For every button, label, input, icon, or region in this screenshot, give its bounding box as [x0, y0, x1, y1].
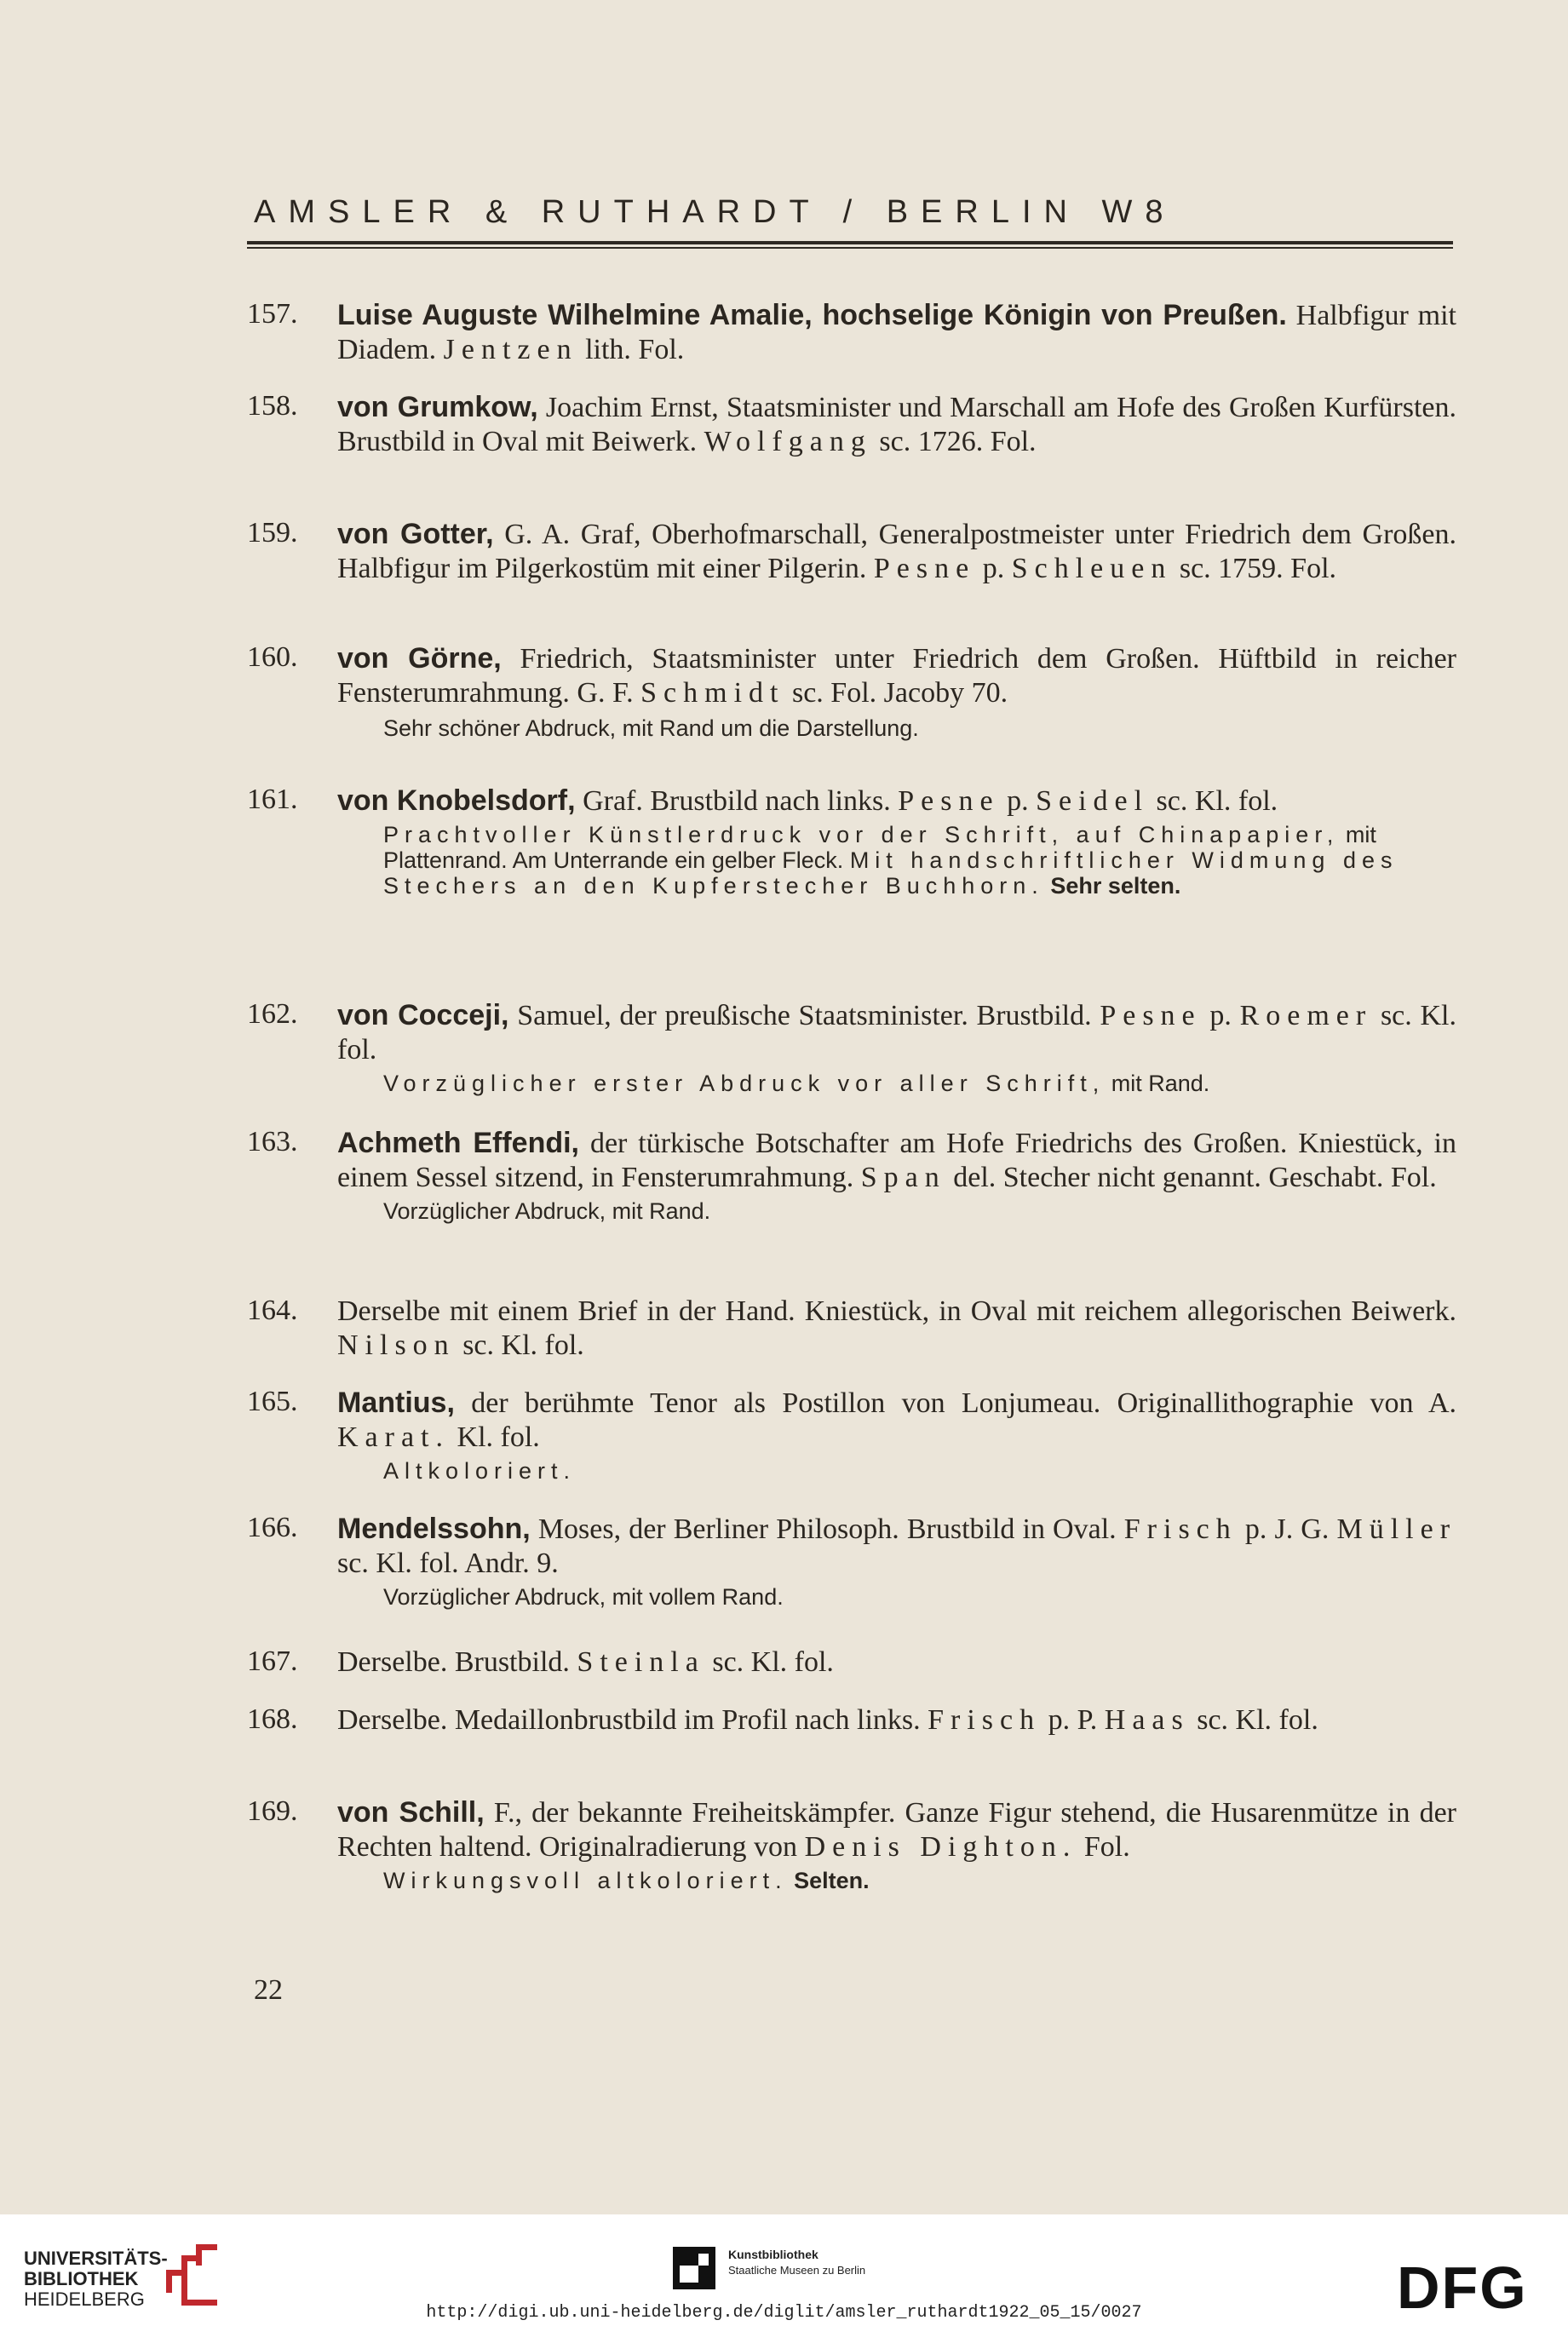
entry-text: Friedrich, Staatsminister unter Friedrich dem Großen. Hüftbild in reicher Fensterumrahmung. G. F. [337, 643, 1457, 709]
entry-text: Samuel, der preußische Staatsminister. Brustbild. [517, 1000, 1092, 1031]
entry-text: del. Stecher nicht genannt. Geschabt. Fol. [953, 1162, 1437, 1193]
catalog-entry [247, 1645, 1456, 1680]
kb-subtitle: Staatliche Museen zu Berlin [728, 2264, 866, 2277]
entry-text: sc. 1759. Fol. [1179, 553, 1337, 584]
entry-text: Joachim Ernst, Staatsminister und Marschall am Hofe des Großen Kurfürsten. Brustbild in Oval mit Beiwerk. [337, 392, 1456, 457]
catalog-entry [247, 1295, 1456, 1363]
entry-text: Derselbe. Brustbild. [337, 1646, 570, 1678]
ub-line: BIBLIOTHEK [24, 2268, 139, 2289]
entry-note [383, 1458, 1456, 1484]
note-text: mit Rand. [1111, 1071, 1210, 1096]
entry-number: 169. [247, 1795, 298, 1827]
dfg-logo[interactable]: DFG [1397, 2254, 1528, 2321]
catalog-entry [247, 1703, 1456, 1737]
entry-text: Graf. Brustbild nach links. [583, 785, 891, 817]
catalog-entry [247, 1795, 1456, 1893]
catalog-entry [247, 784, 1456, 899]
source-url-link[interactable]: http://digi.ub.uni-heidelberg.de/diglit/amsler_ruthardt1922_05_15/0027 [426, 2303, 1142, 2323]
entry-name: Luise Auguste Wilhelmine Amalie, hochselige Königin von Preußen. [337, 299, 1287, 331]
entry-number: 165. [247, 1386, 298, 1417]
entry-text: p. [1007, 785, 1029, 817]
artist-name: Frisch [1123, 1513, 1238, 1545]
artist-name: Karat. [337, 1421, 451, 1453]
catalog-entry [247, 1386, 1456, 1484]
entry-note [383, 1868, 1456, 1893]
header-rule-thin [247, 247, 1453, 249]
kb-title: Kunstbibliothek [728, 2248, 818, 2261]
entry-number: 168. [247, 1703, 298, 1735]
catalog-entry [247, 517, 1456, 586]
entry-name: Mantius, [337, 1387, 455, 1419]
entry-number: 163. [247, 1126, 298, 1157]
artist-name: Denis Dighton. [804, 1831, 1077, 1863]
entry-number: 157. [247, 298, 298, 330]
entry-name: von Görne, [337, 642, 502, 675]
ub-heidelberg-logo-icon[interactable] [158, 2240, 221, 2308]
entry-text: F., der bekannte Freiheitskämpfer. Ganze Figur stehend, die Husarenmütze in der Rechten haltend. Originalradierung von [337, 1797, 1456, 1863]
note-text: Sehr selten. [1050, 873, 1181, 899]
note-text: Selten. [794, 1868, 870, 1893]
page-header: AMSLER & RUTHARDT / BERLIN W8 [254, 194, 1176, 230]
artist-name: Jentzen [443, 334, 578, 365]
note-spaced: Mit handschriftlicher Widmung des Stechers an den Kupferstecher Buchhorn. [383, 847, 1399, 899]
artist-name: Roemer [1239, 1000, 1373, 1031]
entry-note: Sehr schöner Abdruck, mit Rand um die Darstellung. [383, 715, 919, 741]
entry-text: Moses, der Berliner Philosoph. Brustbild in Oval. [537, 1513, 1117, 1545]
entry-name: von Grumkow, [337, 391, 538, 423]
entry-text: p. [1209, 1000, 1232, 1031]
note-spaced: Vorzüglicher erster Abdruck vor aller Schrift, [383, 1071, 1106, 1096]
catalog-entry [247, 298, 1456, 367]
ub-heidelberg-label[interactable] [24, 2248, 168, 2310]
entry-text: der berühmte Tenor als Postillon von Lonjumeau. Originallithographie von A. [471, 1387, 1456, 1419]
entry-text: Fol. [1083, 1831, 1130, 1863]
entry-text: p. J. G. [1244, 1513, 1330, 1545]
entry-text: sc. Kl. fol. Andr. 9. [337, 1548, 559, 1579]
entry-name: von Cocceji, [337, 999, 509, 1031]
entry-note [383, 1071, 1456, 1096]
entry-text: lith. Fol. [585, 334, 685, 365]
artist-name: Schleuen [1011, 553, 1173, 584]
entry-text: sc. Kl. fol. [337, 1000, 1456, 1065]
kunstbibliothek-logo-icon[interactable] [673, 2247, 715, 2289]
entry-number: 167. [247, 1645, 298, 1677]
artist-name: Wolfgang [704, 426, 872, 457]
note-spaced: Altkoloriert. [383, 1458, 577, 1484]
entry-text: Halbfigur mit Diadem. [337, 300, 1456, 365]
entry-number: 166. [247, 1512, 298, 1543]
ub-line: UNIVERSITÄTS- [24, 2248, 168, 2269]
entry-text: der türkische Botschafter am Hofe Friedrichs des Großen. Kniestück, in einem Sessel sitzend, in Fensterumrahmung. [337, 1128, 1457, 1193]
entry-number: 159. [247, 517, 298, 548]
entry-text: sc. Kl. fol. [1197, 1704, 1318, 1736]
entry-text: Kl. fol. [457, 1421, 540, 1453]
entry-text: sc. Kl. fol. [712, 1646, 834, 1678]
entry-text: G. A. Graf, Oberhofmarschall, Generalpostmeister unter Friedrich dem Großen. Halbfigur im Pilgerkostüm mit einer Pilgerin. [337, 519, 1457, 584]
ub-line: HEIDELBERG [24, 2289, 145, 2310]
entry-name: von Schill, [337, 1796, 485, 1829]
artist-name: Müller [1336, 1513, 1457, 1545]
entry-number: 160. [247, 641, 298, 673]
artist-name: Seidel [1036, 785, 1150, 817]
entry-text: Derselbe mit einem Brief in der Hand. Kniestück, in Oval mit reichem allegorischen Beiwerk. [337, 1295, 1456, 1327]
page-number: 22 [254, 1974, 283, 2006]
artist-name: Schmidt [640, 677, 785, 709]
entry-text: sc. Kl. fol. [462, 1330, 584, 1361]
artist-name: Frisch [928, 1704, 1042, 1736]
digitization-footer [0, 2214, 1568, 2326]
catalog-entry [247, 1126, 1456, 1224]
entry-name: von Knobelsdorf, [337, 784, 576, 817]
entry-number: 158. [247, 390, 298, 422]
entry-number: 164. [247, 1295, 298, 1326]
entry-note: Vorzüglicher Abdruck, mit vollem Rand. [383, 1584, 784, 1610]
artist-name: Pesne [873, 553, 976, 584]
entry-note: Vorzüglicher Abdruck, mit Rand. [383, 1198, 711, 1224]
artist-name: Haas [1104, 1704, 1190, 1736]
note-spaced: Wirkungsvoll altkoloriert. [383, 1868, 788, 1893]
catalog-entry [247, 390, 1456, 459]
entry-name: von Gotter, [337, 518, 494, 550]
entry-text: p. [982, 553, 1005, 584]
entry-text: p. P. [1048, 1704, 1098, 1736]
catalog-entry [247, 998, 1456, 1096]
entry-text: sc. Fol. Jacoby 70. [791, 677, 1008, 709]
catalog-entry [247, 1512, 1456, 1610]
entry-name: Achmeth Effendi, [337, 1127, 579, 1159]
entry-note [383, 822, 1456, 899]
entry-name: Mendelssohn, [337, 1513, 531, 1545]
catalog-entry [247, 641, 1456, 741]
artist-name: Pesne [1100, 1000, 1202, 1031]
kunstbibliothek-label [728, 2247, 865, 2278]
artist-name: Steinla [577, 1646, 705, 1678]
note-text: mit Plattenrand. Am Unterrande ein gelber Fleck. [383, 822, 1376, 873]
entry-text: sc. 1726. Fol. [879, 426, 1037, 457]
artist-name: Span [860, 1162, 946, 1193]
header-rule [247, 241, 1453, 244]
note-spaced: Prachtvoller Künstlerdruck vor der Schrift, auf Chinapapier, [383, 822, 1340, 847]
entry-text: sc. Kl. fol. [1156, 785, 1278, 817]
entry-number: 162. [247, 998, 298, 1030]
artist-name: Pesne [898, 785, 1000, 817]
entry-text: Derselbe. Medaillonbrustbild im Profil nach links. [337, 1704, 921, 1736]
artist-name: Nilson [337, 1330, 456, 1361]
entry-number: 161. [247, 784, 298, 815]
